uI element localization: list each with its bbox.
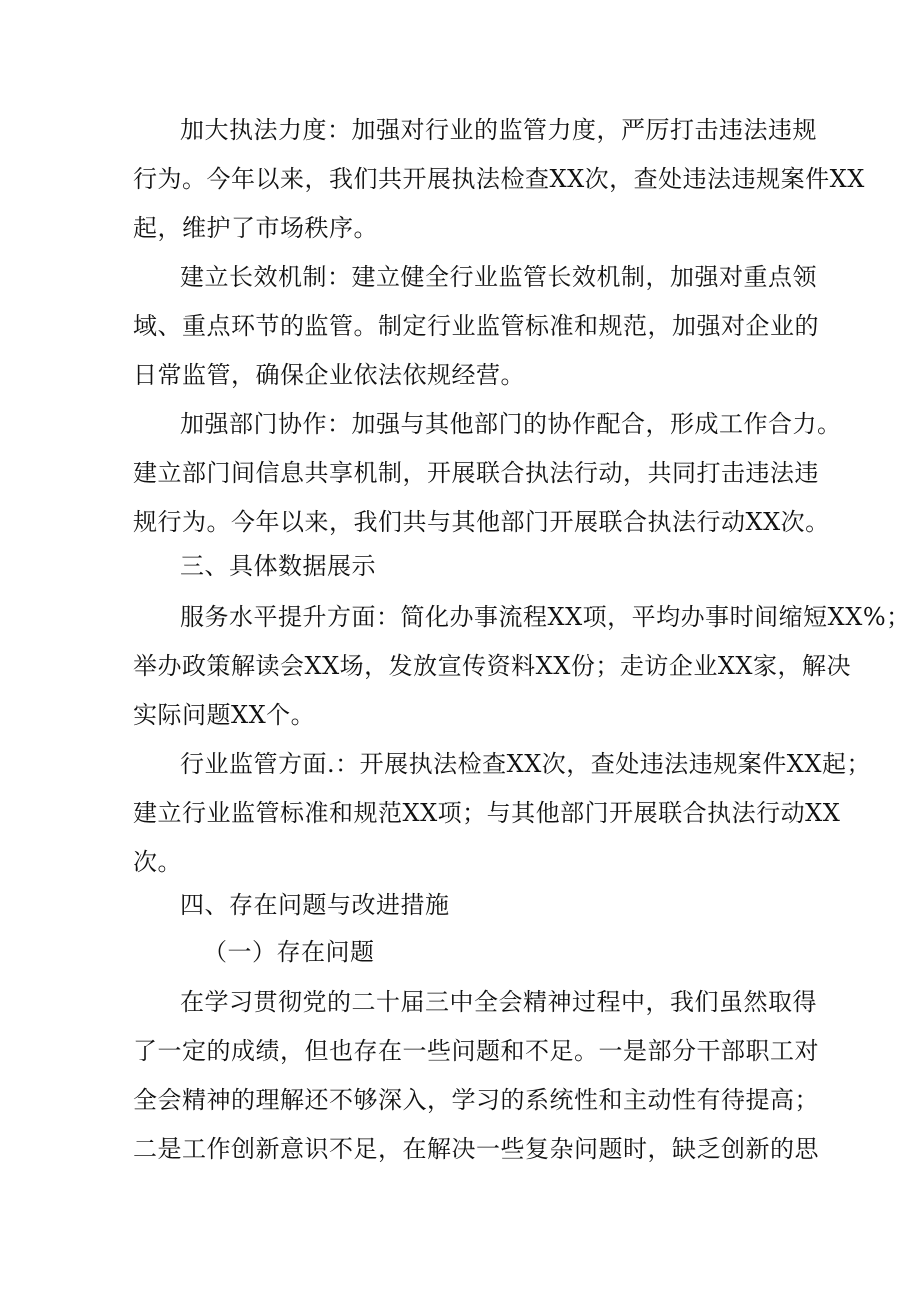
paragraph-supervision-line-2: 建立行业监管标准和规范XX项；与其他部门开展联合执法行动XX bbox=[133, 799, 841, 827]
section-three-heading: 三、具体数据展示 bbox=[180, 552, 376, 580]
paragraph-enforcement-line-3: 起，维护了市场秩序。 bbox=[133, 214, 378, 242]
section-four-subheading: （一）存在问题 bbox=[203, 938, 375, 966]
paragraph-enforcement-line-2: 行为。今年以来，我们共开展执法检查XX次，查处违法违规案件XX bbox=[133, 165, 865, 193]
paragraph-cooperation-line-2: 建立部门间信息共享机制，开展联合执法行动，共同打击违法违 bbox=[133, 459, 819, 487]
paragraph-supervision-line-3: 次。 bbox=[133, 848, 182, 876]
paragraph-enforcement-line-1: 加大执法力度：加强对行业的监管力度，严厉打击违法违规 bbox=[180, 116, 817, 144]
paragraph-mechanism-line-2: 域、重点环节的监管。制定行业监管标准和规范，加强对企业的 bbox=[133, 312, 819, 340]
paragraph-cooperation-line-3: 规行为。今年以来，我们共与其他部门开展联合执法行动XX次。 bbox=[133, 508, 830, 536]
paragraph-mechanism-line-3: 日常监管，确保企业依法依规经营。 bbox=[133, 361, 525, 389]
paragraph-supervision-line-1: 行业监管方面.：开展执法检查XX次，查处违法违规案件XX起； bbox=[180, 750, 871, 778]
section-four-heading: 四、存在问题与改进措施 bbox=[180, 891, 450, 919]
paragraph-problems-line-1: 在学习贯彻党的二十届三中全会精神过程中，我们虽然取得 bbox=[180, 988, 817, 1016]
paragraph-problems-line-3: 全会精神的理解还不够深入，学习的系统性和主动性有待提高； bbox=[133, 1086, 819, 1114]
paragraph-mechanism-line-1: 建立长效机制：建立健全行业监管长效机制，加强对重点领 bbox=[180, 263, 817, 291]
paragraph-cooperation-line-1: 加强部门协作：加强与其他部门的协作配合，形成工作合力。 bbox=[180, 410, 842, 438]
paragraph-problems-line-2: 了一定的成绩，但也存在一些问题和不足。一是部分干部职工对 bbox=[133, 1037, 819, 1065]
paragraph-service-line-1: 服务水平提升方面：简化办事流程XX项，平均办事时间缩短XX%； bbox=[180, 603, 911, 631]
paragraph-problems-line-4: 二是工作创新意识不足，在解决一些复杂问题时，缺乏创新的思 bbox=[133, 1135, 819, 1163]
paragraph-service-line-2: 举办政策解读会XX场，发放宣传资料XX份；走访企业XX家，解决 bbox=[133, 652, 852, 680]
paragraph-service-line-3: 实际问题XX个。 bbox=[133, 701, 316, 729]
